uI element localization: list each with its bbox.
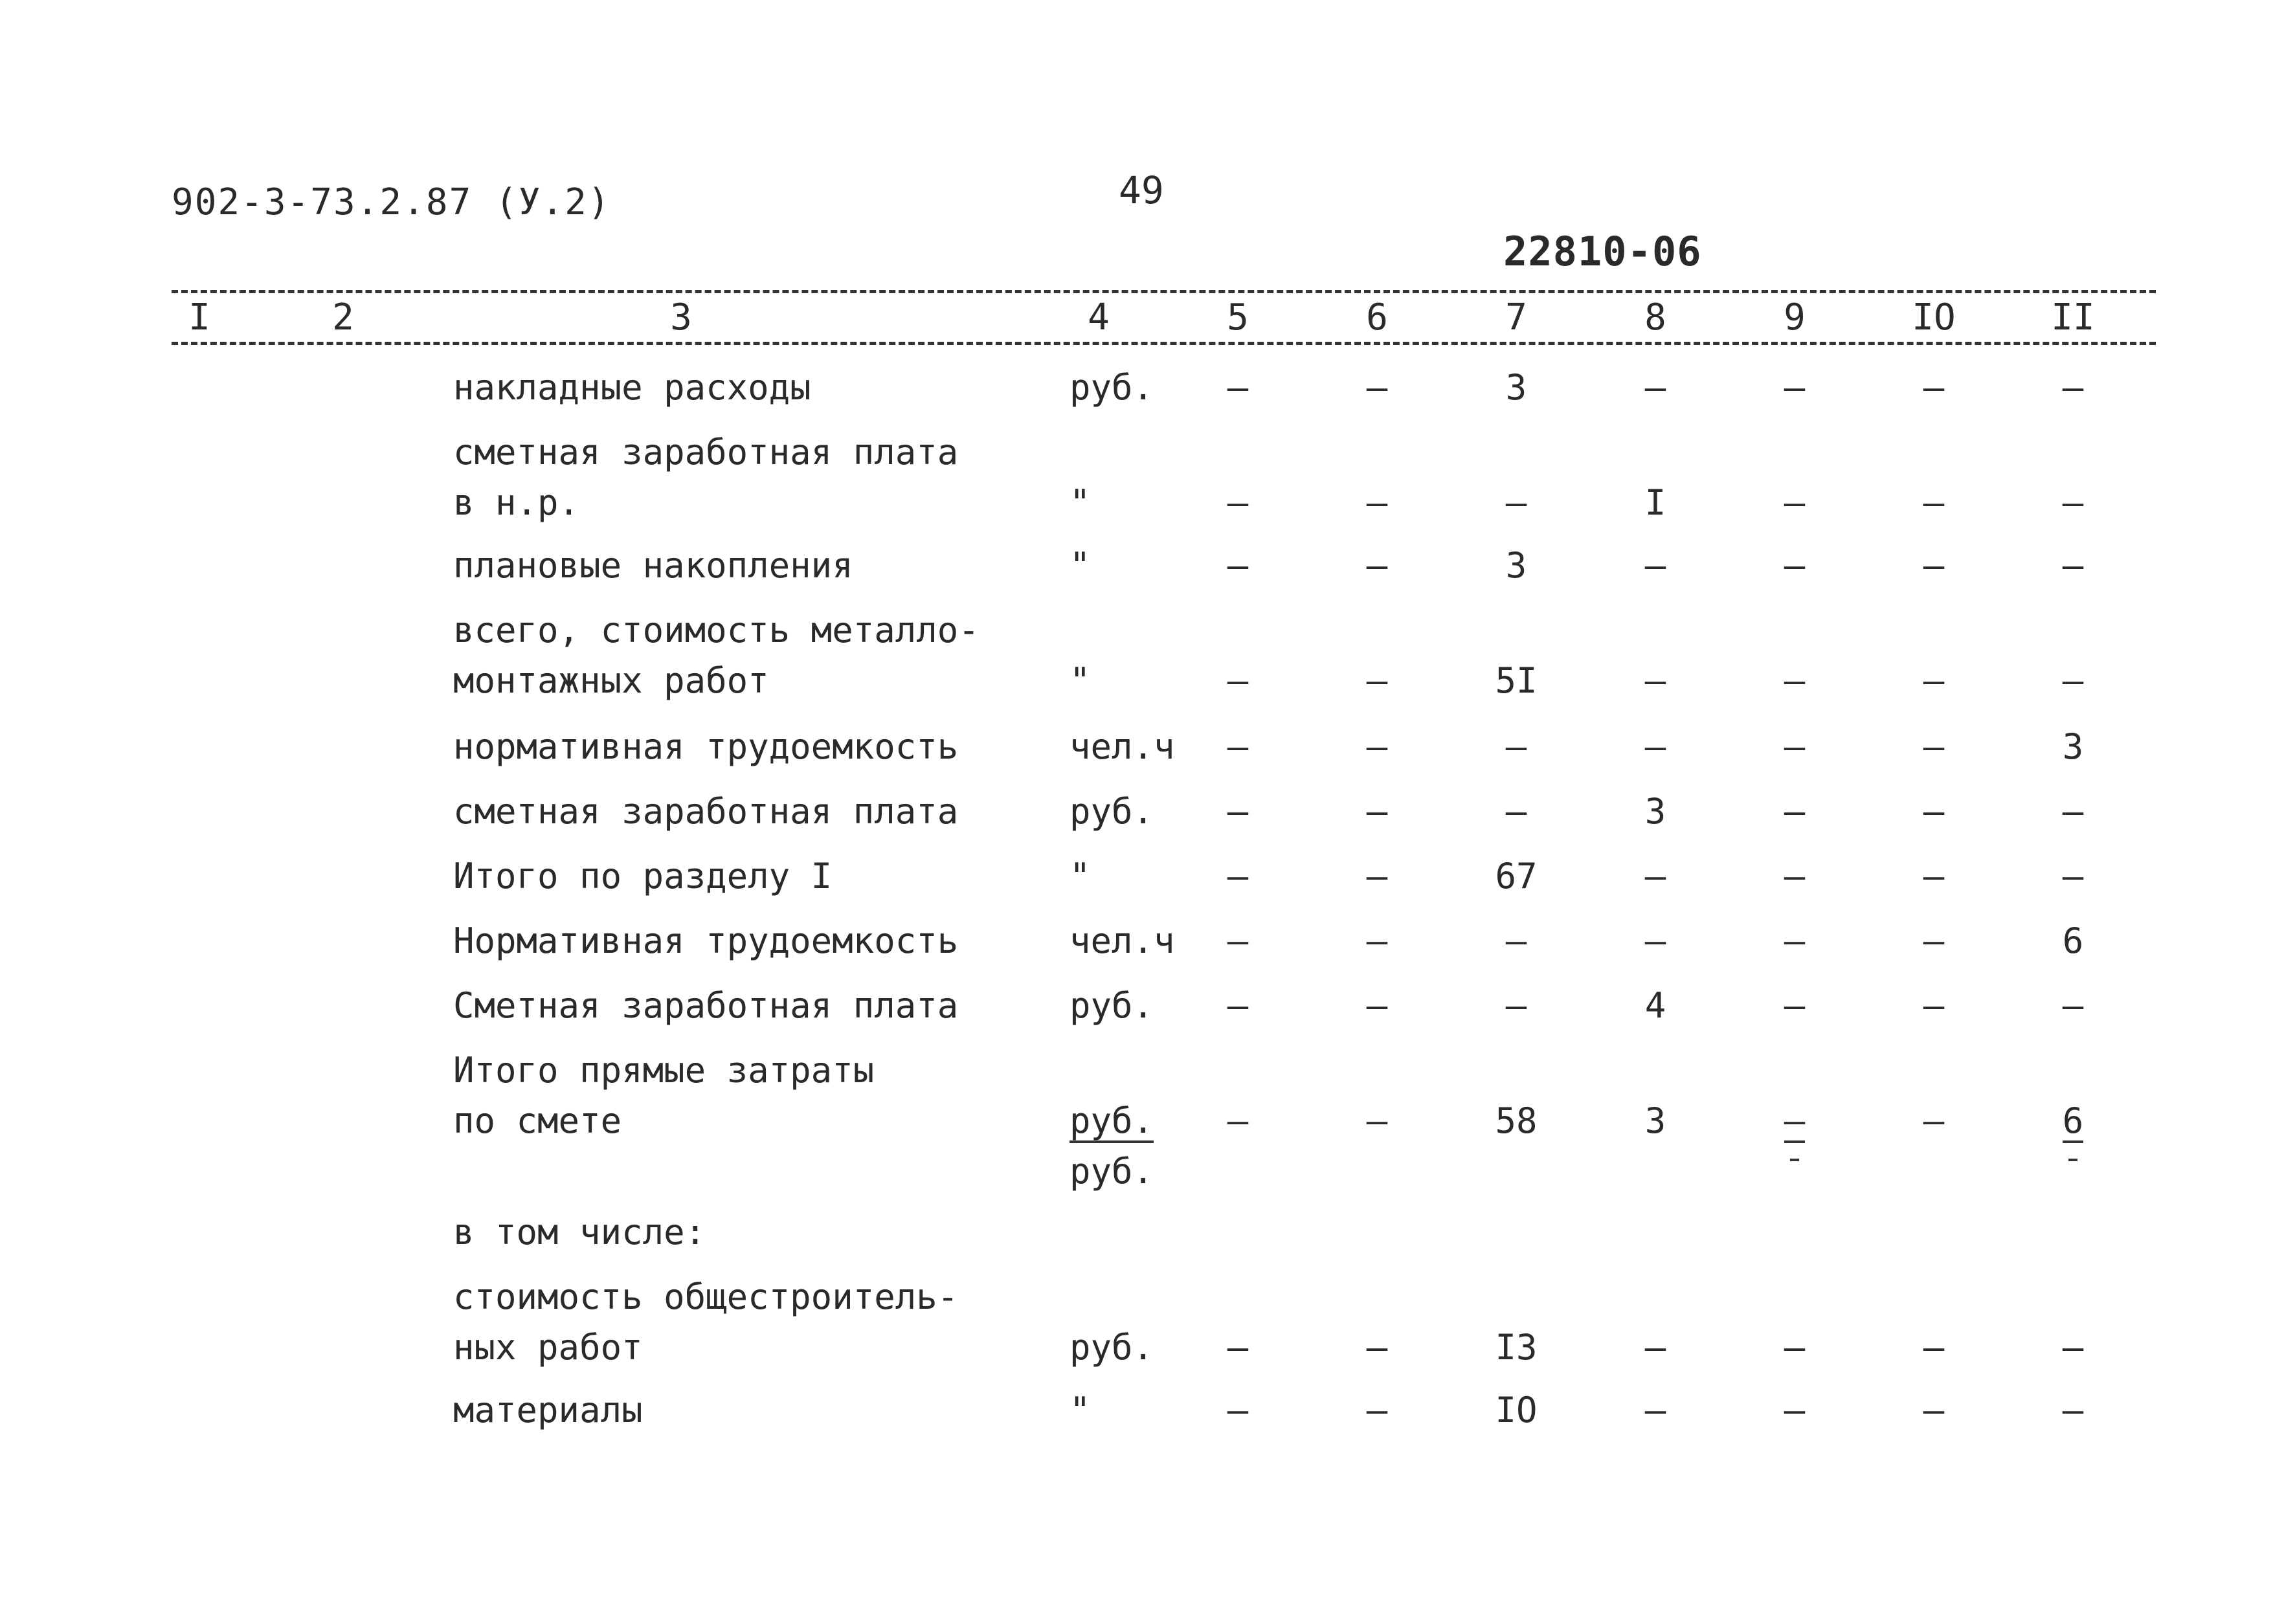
row-unit: руб. (1069, 791, 1154, 832)
cell-col-8: – (1644, 1390, 1666, 1430)
row-label: ных работ (453, 1327, 643, 1368)
cell-col-6: – (1366, 856, 1388, 896)
cell-col-9: – (1784, 1327, 1806, 1368)
row-label: по смете (453, 1100, 622, 1141)
cell-col-8: 3 (1644, 791, 1666, 832)
row-unit: руб. (1069, 1327, 1154, 1368)
cell-col-6: – (1366, 920, 1388, 961)
cell-col-8: – (1644, 856, 1666, 896)
cell-col-11: – (2062, 985, 2084, 1026)
page-number: 49 (1119, 168, 1164, 212)
row-unit-numerator: руб. (1069, 1102, 1154, 1143)
column-header-7: 7 (1505, 296, 1527, 339)
cell-col-5: – (1227, 791, 1249, 832)
column-header-10: IO (1912, 296, 1956, 339)
document-code: 902-3-73.2.87 (У.2) (172, 181, 611, 223)
cell-col-9: – (1784, 660, 1806, 701)
cell-col-8: 3 (1644, 1100, 1666, 1141)
cell-col-8: – (1644, 920, 1666, 961)
cell-col-11: 3 (2062, 726, 2084, 767)
row-label: сметная заработная плата (453, 791, 959, 832)
cell-col-9 (1743, 1096, 1846, 1146)
row-unit (1069, 1096, 1154, 1146)
cell-col-7: 3 (1505, 545, 1527, 586)
cell-col-9: – (1784, 726, 1806, 767)
row-label: нормативная трудоемкость (453, 726, 959, 767)
cell-col-5: – (1227, 1390, 1249, 1430)
cell-fraction-value: 6 (2063, 1102, 2084, 1143)
cell-col-10: – (1923, 791, 1945, 832)
cell-col-7: – (1505, 726, 1527, 767)
cell-col-7: I3 (1495, 1327, 1538, 1368)
cell-col-8: – (1644, 726, 1666, 767)
cell-col-5: – (1227, 545, 1249, 586)
cell-col-6: – (1366, 1327, 1388, 1368)
column-header-11: II (2051, 296, 2095, 339)
cell-col-11: – (2062, 791, 2084, 832)
cell-col-6: – (1366, 545, 1388, 586)
row-label: монтажных работ (453, 660, 769, 701)
cell-col-10: – (1923, 985, 1945, 1026)
cell-col-7: – (1505, 791, 1527, 832)
cell-col-8: I (1644, 482, 1666, 523)
cell-col-9: – (1784, 985, 1806, 1026)
cell-col-5: – (1227, 1100, 1249, 1141)
cell-col-5: – (1227, 856, 1249, 896)
cell-col-5: – (1227, 1327, 1249, 1368)
row-label: Итого прямые затраты (453, 1050, 875, 1091)
row-unit: руб. (1069, 985, 1154, 1026)
cell-col-10: – (1923, 1390, 1945, 1430)
cell-col-7: IO (1495, 1390, 1538, 1430)
row-label: в н.р. (453, 482, 580, 523)
row-label: материалы (453, 1390, 643, 1430)
row-label: плановые накопления (453, 545, 853, 586)
cell-col-5: – (1227, 660, 1249, 701)
row-unit: " (1069, 482, 1091, 523)
cell-col-11: – (2062, 367, 2084, 408)
cell-col-6: – (1366, 367, 1388, 408)
cell-col-6: – (1366, 660, 1388, 701)
cell-col-11: – (2062, 1327, 2084, 1368)
cell-col-8: – (1644, 1327, 1666, 1368)
cell-col-5: – (1227, 726, 1249, 767)
cell-col-8: 4 (1644, 985, 1666, 1026)
cell-col-7: 3 (1505, 367, 1527, 408)
column-header-4: 4 (1088, 296, 1110, 339)
cell-col-8: – (1644, 545, 1666, 586)
cell-col-6: – (1366, 791, 1388, 832)
column-header-6: 6 (1366, 296, 1388, 339)
cell-col-6: – (1366, 1390, 1388, 1430)
cell-col-6: – (1366, 1100, 1388, 1141)
cell-col-11: – (2062, 1390, 2084, 1430)
cell-col-10: – (1923, 482, 1945, 523)
cell-col-11: – (2062, 660, 2084, 701)
cell-col-11: – (2062, 545, 2084, 586)
cell-col-9: – (1784, 920, 1806, 961)
row-unit-denominator: руб. (1069, 1151, 1154, 1192)
cell-col-10: – (1923, 367, 1945, 408)
cell-col-7: 5I (1495, 660, 1538, 701)
cell-col-5: – (1227, 482, 1249, 523)
cell-col-9: – (1784, 856, 1806, 896)
cell-col-7: – (1505, 920, 1527, 961)
row-unit: " (1069, 660, 1091, 701)
row-label: стоимость общестроитель- (453, 1276, 959, 1317)
cell-col-7: – (1505, 482, 1527, 523)
row-unit: " (1069, 1390, 1091, 1430)
cell-col-6: – (1366, 726, 1388, 767)
column-header-2: 2 (332, 296, 354, 339)
stamp-number: 22810-06 (1503, 228, 1702, 275)
row-unit: чел.ч (1069, 726, 1175, 767)
cell-col-10: – (1923, 545, 1945, 586)
cell-col-9: – (1784, 1390, 1806, 1430)
row-unit: " (1069, 856, 1091, 896)
cell-col-10: – (1923, 1327, 1945, 1368)
cell-col-10: – (1923, 660, 1945, 701)
cell-col-5: – (1227, 985, 1249, 1026)
column-header-9: 9 (1784, 296, 1806, 339)
cell-col-8: – (1644, 367, 1666, 408)
cell-col-6: – (1366, 482, 1388, 523)
cell-col-11: – (2062, 856, 2084, 896)
cell-col-9: – (1784, 545, 1806, 586)
cell-col-10: – (1923, 920, 1945, 961)
table-header-top-rule (172, 290, 2156, 293)
column-header-1: I (188, 296, 210, 339)
cell-col-7: 58 (1495, 1100, 1538, 1141)
table-header-bottom-rule (172, 342, 2156, 345)
row-label: всего, стоимость металло- (453, 610, 980, 651)
cell-col-10: – (1923, 1100, 1945, 1141)
cell-col-10: – (1923, 856, 1945, 896)
cell-col-11 (2021, 1096, 2125, 1146)
cell-col-7: – (1505, 985, 1527, 1026)
cell-col-5: – (1227, 920, 1249, 961)
cell-col-9: – (1784, 367, 1806, 408)
cell-col-9: – (1784, 791, 1806, 832)
row-label: Итого по разделу I (453, 856, 833, 896)
row-label: сметная заработная плата (453, 432, 959, 473)
row-unit: руб. (1069, 367, 1154, 408)
cell-col-11: – (2062, 482, 2084, 523)
row-label: Сметная заработная плата (453, 985, 959, 1026)
cell-col-9: – (1784, 482, 1806, 523)
row-label: накладные расходы (453, 367, 811, 408)
cell-col-6: – (1366, 985, 1388, 1026)
row-unit: чел.ч (1069, 920, 1175, 961)
cell-col-11: 6 (2062, 920, 2084, 961)
cell-col-5: – (1227, 367, 1249, 408)
cell-col-10: – (1923, 726, 1945, 767)
cell-fraction-value: – (1784, 1102, 1806, 1143)
cell-col-8: – (1644, 660, 1666, 701)
row-label: в том числе: (453, 1212, 706, 1252)
cell-col-7: 67 (1495, 856, 1538, 896)
row-unit: " (1069, 545, 1091, 586)
column-header-5: 5 (1227, 296, 1249, 339)
row-label: Нормативная трудоемкость (453, 920, 959, 961)
column-header-8: 8 (1644, 296, 1666, 339)
column-header-3: 3 (670, 296, 692, 339)
